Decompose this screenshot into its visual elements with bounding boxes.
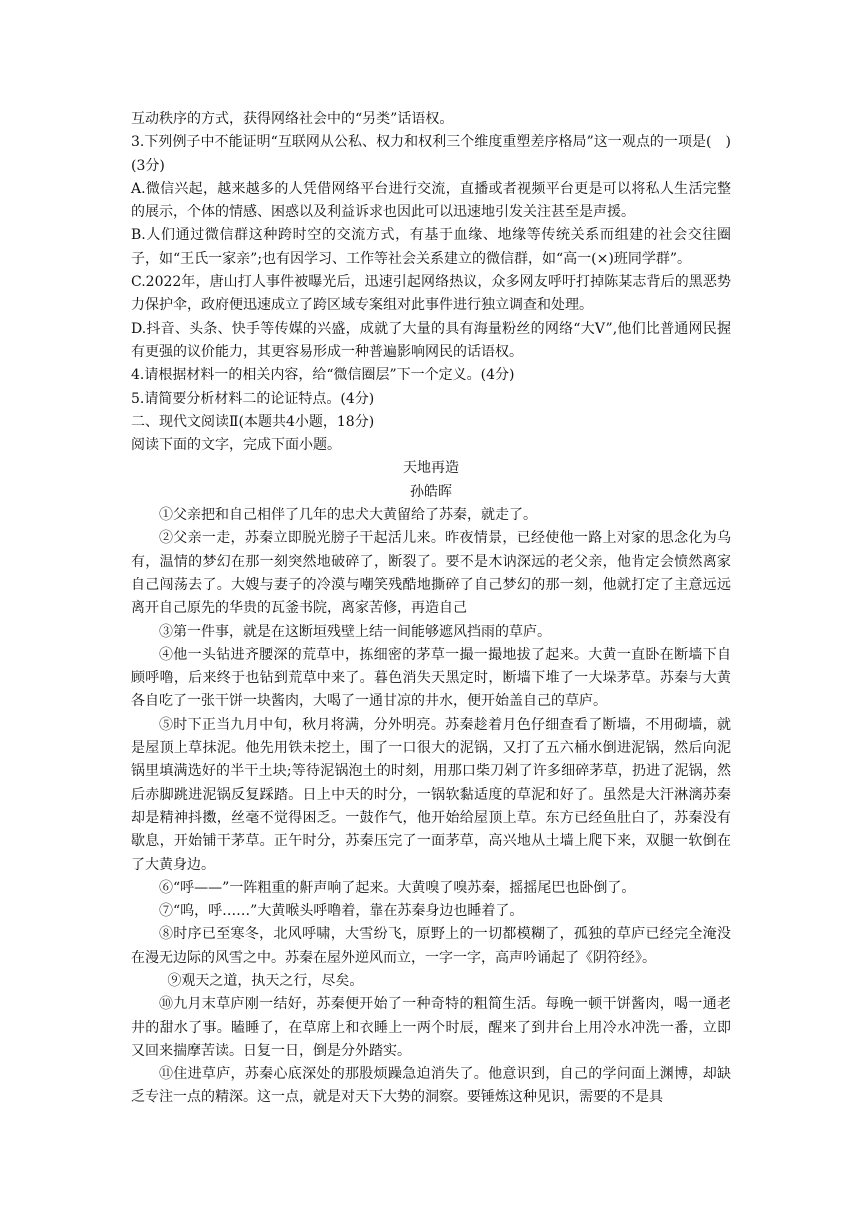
question-3: 3.下列例子中不能证明“互联网从公私、权力和权利三个维度重塑差序格局”这一观点的一项是( )(3分) xyxy=(131,134,731,174)
section-heading: 二、现代文阅读Ⅱ(本题共4小题，18分) xyxy=(131,413,375,430)
story-paragraph: ⑪住进草庐，苏秦心底深处的那股烦躁急迫消失了。他意识到，自己的学问面上渊博，却缺乏专注一点的精深。这一点，就是对天下大势的洞察。要锤炼这种见识，需要的不是具 xyxy=(131,1066,731,1106)
option-d: D.抖音、头条、快手等传媒的兴盛，成就了大量的具有海量粉丝的网络“大V”,他们比普通网民握有更强的议价能力，其更容易形成一种普遍影响网民的话语权。 xyxy=(131,320,731,360)
story-paragraph: ⑩九月末草庐刚一结好，苏秦便开始了一种奇特的粗简生活。每晚一顿干饼酱肉，喝一通老井的甜水了事。瞌睡了，在草席上和衣睡上一两个时辰，醒来了到井台上用冷水冲洗一番，立即又回来揣摩苦读。日复一日，倒是分外踏实。 xyxy=(131,996,731,1059)
option-a: A.微信兴起，越来越多的人凭借网络平台进行交流，直播或者视频平台更是可以将私人生活完整的展示，个体的情感、困惑以及利益诉求也因此可以迅速地引发关注甚至是声援。 xyxy=(131,180,731,221)
document-body xyxy=(131,108,731,1110)
question-4: 4.请根据材料一的相关内容，给“微信圈层”下一个定义。(4分) xyxy=(131,367,515,384)
reading-instruction: 阅读下面的文字，完成下面小题。 xyxy=(131,437,341,454)
story-title: 天地再造 xyxy=(403,460,459,477)
story-author: 孙皓晖 xyxy=(410,483,452,500)
story-paragraph: ③第一件事，就是在这断垣残壁上结一间能够遮风挡雨的草庐。 xyxy=(159,623,551,640)
story-paragraph: ⑨观天之道，执天之行，尽矣。 xyxy=(167,972,364,989)
story-paragraph: ⑦“呜，呼……”大黄喉头呼噜着，靠在苏秦身边也睡着了。 xyxy=(159,903,524,920)
continuation-text: 互动秩序的方式，获得网络社会中的“另类”话语权。 xyxy=(131,111,454,127)
story-paragraph: ④他一头钻进齐腰深的荒草中，拣细密的茅草一撮一撮地拔了起来。大黄一直卧在断墙下自顾呼噜，后来终于也钻到荒草中来了。暮色消失天黑定时，断墙下堆了一大垛茅草。苏秦与大黄各自吃了一张干饼一块酱肉，大喝了一通甘凉的井水，便开始盖自己的草庐。 xyxy=(131,646,731,710)
story-paragraph: ⑤时下正当九月中旬，秋月将满，分外明亮。苏秦趁着月色仔细查看了断墙，不用砌墙，就是屋顶上草抹泥。他先用铁未挖土，围了一口很大的泥锅，又打了五六桶水倒进泥锅，然后向泥锅里填满选好的半干土块;等待泥锅泡土的时刻，用那口柴刀剁了许多细碎茅草，扔进了泥锅，然后赤脚跳进泥锅反复踩踏。日上中天的时分，一锅软黏适度的草泥和好了。虽然是大汗淋漓苏秦却是精神抖擞，丝毫不觉得困乏。一鼓作气，他开始给屋顶上草。东方已经鱼肚白了，苏秦没有歇息，开始铺干茅草。正午时分，苏秦压完了一面茅草，高兴地从土墙上爬下来，双腿一软倒在了大黄身边。 xyxy=(131,716,731,873)
question-5: 5.请简要分析材料二的论证特点。(4分) xyxy=(131,390,375,407)
story-paragraph: ⑥“呼——”一阵粗重的鼾声响了起来。大黄嗅了嗅苏秦，摇摇尾巴也卧倒了。 xyxy=(159,879,636,896)
story-paragraph: ②父亲一走，苏秦立即脱光膀子干起活儿来。昨夜情景，已经使他一路上对家的思念化为乌有，温情的梦幻在那一刻突然地破碎了，断裂了。要不是木讷深远的老父亲，他肯定会愤然离家自己闯荡去了。大嫂与妻子的冷漠与嘲笑残酷地撕碎了自己梦幻的那一刻，他就打定了主意远远离开自己原先的华贵的瓦釜书院，离家苦修，再造自己 xyxy=(131,530,731,617)
story-paragraph: ①父亲把和自己相伴了几年的忠犬大黄留给了苏秦，就走了。 xyxy=(159,507,537,524)
story-paragraph: ⑧时序已至寒冬，北风呼啸，大雪纷飞，原野上的一切都模糊了，孤独的草庐已经完全淹没在漫无边际的风雪之中。苏秦在屋外逆风而立，一字一字，高声吟诵起了《阴符经》。 xyxy=(131,926,731,966)
option-c: C.2022年，唐山打人事件被曝光后，迅速引起网络热议，众多网友呼吁打掉陈某志背后的黑恶势力保护伞，政府便迅速成立了跨区域专案组对此事件进行独立调查和处理。 xyxy=(131,274,731,314)
option-b: B.人们通过微信群这种跨时空的交流方式，有基于血缘、地缘等传统关系而组建的社会交往圈子，如“王氏一家亲”;也有因学习、工作等社会关系建立的微信群，如“高一(×)班同学群”。 xyxy=(131,227,731,267)
